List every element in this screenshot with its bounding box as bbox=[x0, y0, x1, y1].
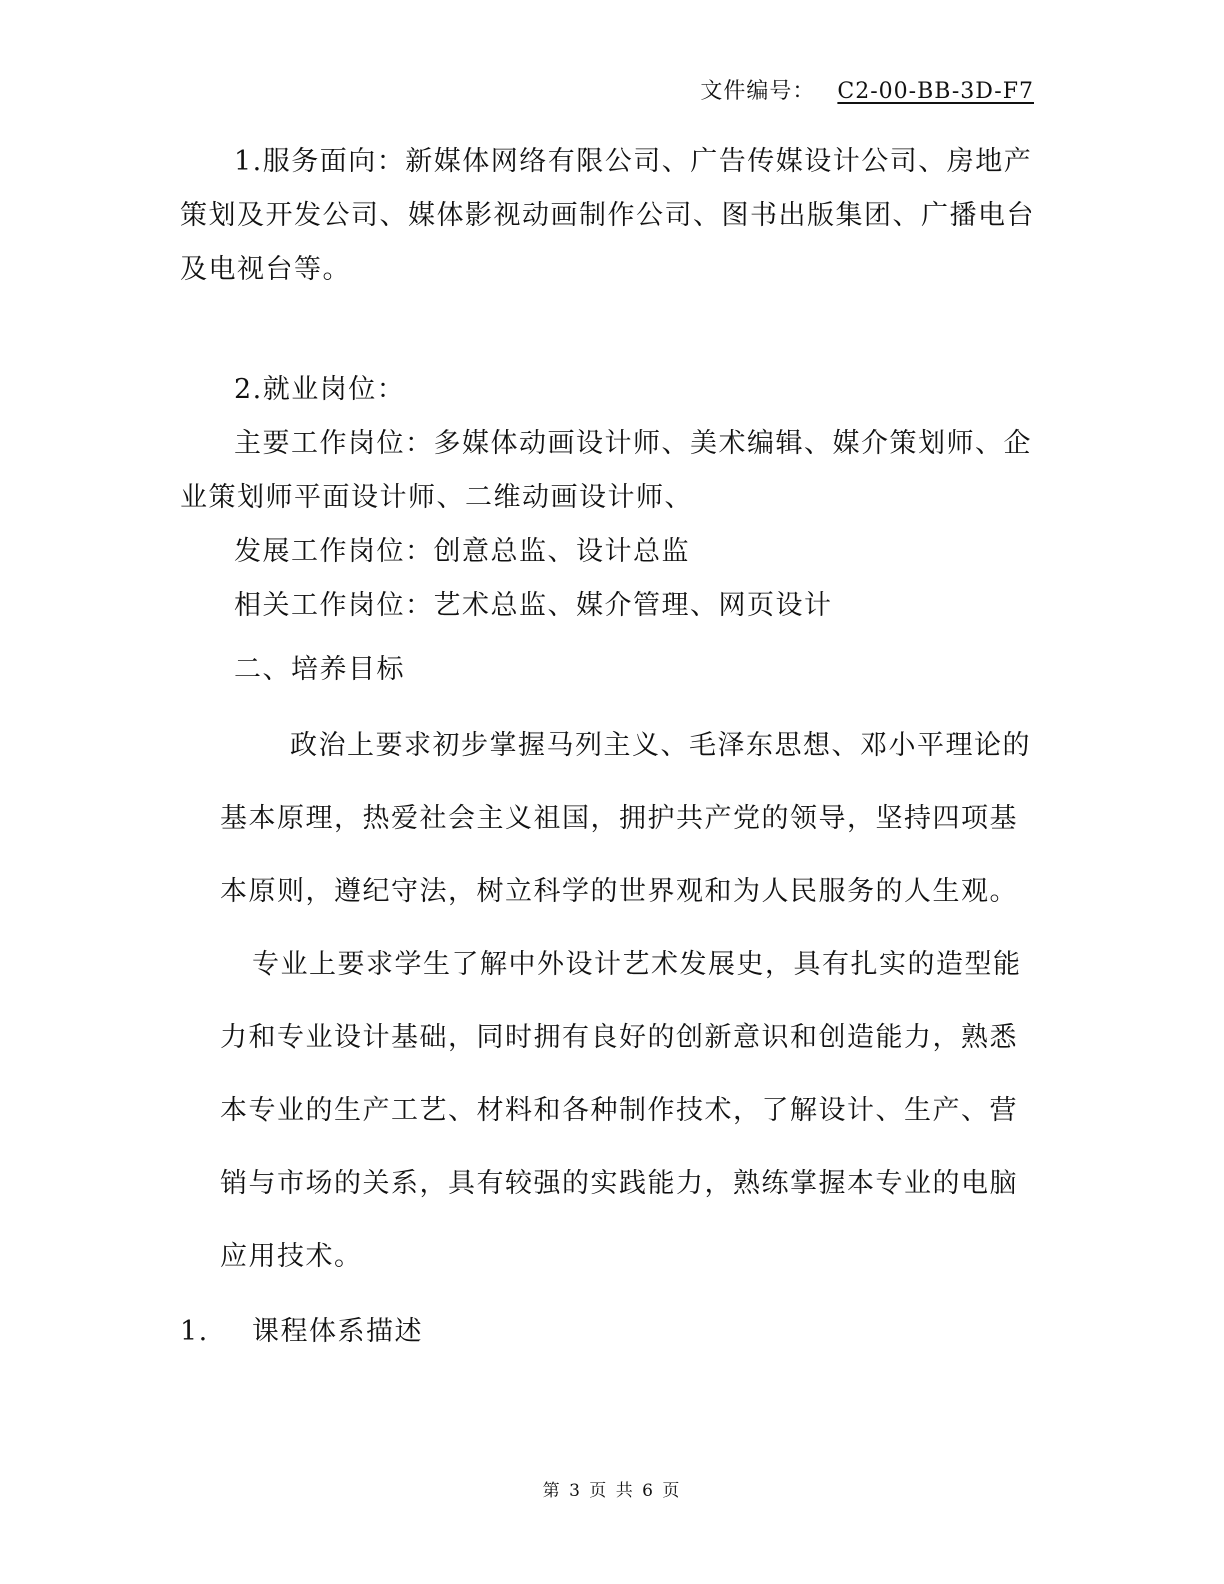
course-section-number: 1. bbox=[180, 1316, 209, 1347]
goal-block bbox=[180, 697, 1036, 1293]
jobs-heading: 2.就业岗位： bbox=[234, 374, 406, 405]
develop-jobs-line: 发展工作岗位：创意总监、设计总监 bbox=[234, 536, 690, 567]
spacer bbox=[180, 297, 1036, 363]
related-jobs-line: 相关工作岗位：艺术总监、媒介管理、网页设计 bbox=[234, 590, 833, 621]
document-body bbox=[180, 135, 1036, 1359]
page-number-footer: 第 3 页 共 6 页 bbox=[542, 1481, 682, 1501]
course-section-title: 课程体系描述 bbox=[252, 1316, 423, 1347]
document-number-label: 文件编号： bbox=[700, 79, 816, 104]
course-section-heading bbox=[180, 1305, 1036, 1359]
spacer bbox=[180, 633, 1036, 643]
main-jobs-paragraph: 主要工作岗位：多媒体动画设计师、美术编辑、媒介策划师、企业策划师平面设计师、二维动画设计师、 bbox=[180, 428, 1032, 513]
document-number-value: C2-00-BB-3D-F7 bbox=[837, 79, 1034, 104]
political-goal-paragraph: 政治上要求初步掌握马列主义、毛泽东思想、邓小平理论的基本原理，热爱社会主义祖国，拥护共产党的领导，坚持四项基本原则，遵纪守法，树立科学的世界观和为人民服务的人生观。 bbox=[220, 730, 1031, 907]
document-number-header bbox=[700, 74, 1034, 105]
goal-heading: 二、培养目标 bbox=[234, 654, 405, 685]
service-paragraph: 1.服务面向：新媒体网络有限公司、广告传媒设计公司、房地产策划及开发公司、媒体影视动画制作公司、图书出版集团、广播电台及电视台等。 bbox=[180, 146, 1035, 285]
professional-goal-paragraph: 专业上要求学生了解中外设计艺术发展史，具有扎实的造型能力和专业设计基础，同时拥有良好的创新意识和创造能力，熟悉本专业的生产工艺、材料和各种制作技术，了解设计、生产、营销与市场的关系，具有较强的实践能力，熟练掌握本专业的电脑应用技术。 bbox=[220, 949, 1022, 1272]
